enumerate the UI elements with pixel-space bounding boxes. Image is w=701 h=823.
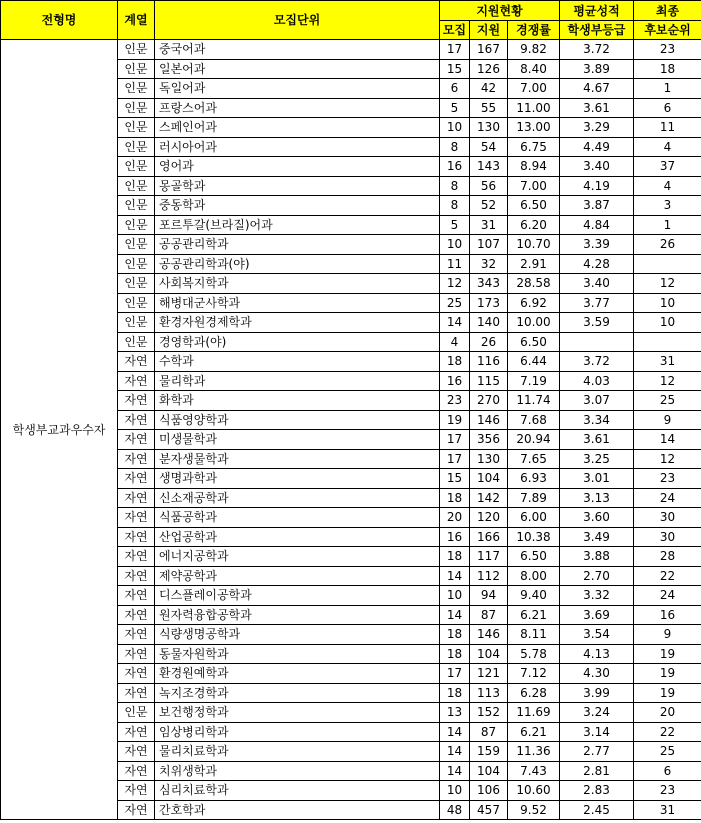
cell-field: 자연	[118, 664, 155, 684]
cell-quota: 14	[440, 722, 470, 742]
cell-applicants: 52	[470, 196, 508, 216]
cell-rank: 20	[634, 703, 701, 723]
cell-grade: 3.14	[560, 722, 634, 742]
cell-ratio: 10.70	[508, 235, 560, 255]
cell-quota: 18	[440, 625, 470, 645]
cell-grade: 3.61	[560, 430, 634, 450]
cell-ratio: 6.20	[508, 215, 560, 235]
cell-quota: 10	[440, 118, 470, 138]
cell-field: 인문	[118, 176, 155, 196]
cell-ratio: 9.82	[508, 40, 560, 60]
cell-unit: 녹지조경학과	[155, 683, 440, 703]
cell-rank: 30	[634, 508, 701, 528]
cell-rank: 1	[634, 215, 701, 235]
cell-field: 자연	[118, 644, 155, 664]
cell-ratio: 11.74	[508, 391, 560, 411]
cell-quota: 16	[440, 527, 470, 547]
cell-rank: 18	[634, 59, 701, 79]
cell-ratio: 6.75	[508, 137, 560, 157]
cell-rank: 31	[634, 352, 701, 372]
cell-grade: 3.54	[560, 625, 634, 645]
cell-applicants: 146	[470, 410, 508, 430]
cell-applicants: 130	[470, 118, 508, 138]
cell-unit: 물리치료학과	[155, 742, 440, 762]
cell-quota: 10	[440, 235, 470, 255]
table-body	[1, 40, 701, 820]
cell-ratio: 6.00	[508, 508, 560, 528]
cell-grade: 3.13	[560, 488, 634, 508]
cell-applicants: 356	[470, 430, 508, 450]
cell-applicants: 343	[470, 274, 508, 294]
cell-rank: 28	[634, 547, 701, 567]
cell-unit: 동물자원학과	[155, 644, 440, 664]
cell-unit: 사회복지학과	[155, 274, 440, 294]
cell-quota: 17	[440, 430, 470, 450]
header-rank-top: 최종	[634, 1, 701, 21]
cell-grade: 3.40	[560, 157, 634, 177]
cell-field: 자연	[118, 566, 155, 586]
cell-ratio: 8.11	[508, 625, 560, 645]
cell-admission-type: 학생부교과우수자	[1, 40, 118, 820]
cell-field: 자연	[118, 410, 155, 430]
cell-quota: 17	[440, 449, 470, 469]
cell-applicants: 87	[470, 605, 508, 625]
cell-quota: 13	[440, 703, 470, 723]
header-quota: 모집	[440, 21, 470, 40]
cell-field: 인문	[118, 157, 155, 177]
cell-quota: 6	[440, 79, 470, 99]
cell-grade: 3.24	[560, 703, 634, 723]
cell-rank: 12	[634, 274, 701, 294]
cell-unit: 물리학과	[155, 371, 440, 391]
cell-grade: 4.84	[560, 215, 634, 235]
cell-field: 인문	[118, 137, 155, 157]
cell-quota: 14	[440, 742, 470, 762]
cell-unit: 원자력융합공학과	[155, 605, 440, 625]
cell-unit: 프랑스어과	[155, 98, 440, 118]
cell-unit: 몽골학과	[155, 176, 440, 196]
cell-applicants: 26	[470, 332, 508, 352]
cell-grade: 3.49	[560, 527, 634, 547]
cell-rank	[634, 332, 701, 352]
cell-rank: 19	[634, 664, 701, 684]
cell-applicants: 142	[470, 488, 508, 508]
cell-ratio: 10.00	[508, 313, 560, 333]
cell-applicants: 31	[470, 215, 508, 235]
cell-field: 자연	[118, 761, 155, 781]
cell-unit: 화학과	[155, 391, 440, 411]
cell-ratio: 7.89	[508, 488, 560, 508]
cell-quota: 10	[440, 781, 470, 801]
cell-grade: 3.72	[560, 40, 634, 60]
cell-rank: 12	[634, 371, 701, 391]
cell-unit: 환경원예학과	[155, 664, 440, 684]
cell-quota: 14	[440, 313, 470, 333]
cell-ratio: 7.65	[508, 449, 560, 469]
cell-unit: 제약공학과	[155, 566, 440, 586]
cell-applicants: 143	[470, 157, 508, 177]
cell-applicants: 112	[470, 566, 508, 586]
cell-grade: 3.25	[560, 449, 634, 469]
cell-rank: 11	[634, 118, 701, 138]
cell-applicants: 107	[470, 235, 508, 255]
cell-unit: 보건행정학과	[155, 703, 440, 723]
cell-unit: 경영학과(야)	[155, 332, 440, 352]
cell-field: 자연	[118, 625, 155, 645]
cell-quota: 18	[440, 683, 470, 703]
cell-grade: 4.30	[560, 664, 634, 684]
cell-ratio: 7.68	[508, 410, 560, 430]
cell-quota: 20	[440, 508, 470, 528]
cell-unit: 디스플레이공학과	[155, 586, 440, 606]
cell-applicants: 173	[470, 293, 508, 313]
cell-rank: 25	[634, 742, 701, 762]
cell-rank: 23	[634, 40, 701, 60]
header-grade-top: 평균성적	[560, 1, 634, 21]
cell-grade: 4.49	[560, 137, 634, 157]
cell-ratio: 7.19	[508, 371, 560, 391]
cell-ratio: 8.00	[508, 566, 560, 586]
cell-grade: 3.60	[560, 508, 634, 528]
cell-applicants: 55	[470, 98, 508, 118]
cell-unit: 스페인어과	[155, 118, 440, 138]
cell-unit: 간호학과	[155, 800, 440, 820]
cell-rank: 22	[634, 722, 701, 742]
cell-ratio: 6.50	[508, 196, 560, 216]
cell-applicants: 166	[470, 527, 508, 547]
cell-ratio: 8.94	[508, 157, 560, 177]
cell-applicants: 87	[470, 722, 508, 742]
cell-field: 자연	[118, 742, 155, 762]
cell-grade: 3.88	[560, 547, 634, 567]
cell-field: 인문	[118, 703, 155, 723]
cell-rank: 37	[634, 157, 701, 177]
cell-field: 인문	[118, 59, 155, 79]
table-row	[1, 40, 701, 60]
cell-grade: 3.87	[560, 196, 634, 216]
cell-quota: 5	[440, 215, 470, 235]
cell-quota: 15	[440, 469, 470, 489]
cell-unit: 공공관리학과(야)	[155, 254, 440, 274]
cell-field: 자연	[118, 508, 155, 528]
cell-applicants: 104	[470, 644, 508, 664]
cell-quota: 18	[440, 352, 470, 372]
cell-field: 자연	[118, 800, 155, 820]
cell-grade: 2.83	[560, 781, 634, 801]
cell-quota: 16	[440, 157, 470, 177]
cell-applicants: 270	[470, 391, 508, 411]
cell-ratio: 7.00	[508, 79, 560, 99]
cell-quota: 18	[440, 547, 470, 567]
cell-applicants: 121	[470, 664, 508, 684]
cell-grade: 3.77	[560, 293, 634, 313]
cell-unit: 중국어과	[155, 40, 440, 60]
cell-grade: 3.69	[560, 605, 634, 625]
cell-field: 자연	[118, 605, 155, 625]
cell-unit: 공공관리학과	[155, 235, 440, 255]
cell-applicants: 146	[470, 625, 508, 645]
cell-rank: 10	[634, 313, 701, 333]
cell-applicants: 42	[470, 79, 508, 99]
table-header	[1, 1, 701, 40]
cell-rank: 12	[634, 449, 701, 469]
cell-ratio: 6.21	[508, 605, 560, 625]
cell-field: 인문	[118, 274, 155, 294]
cell-ratio: 11.36	[508, 742, 560, 762]
cell-unit: 임상병리학과	[155, 722, 440, 742]
cell-quota: 10	[440, 586, 470, 606]
cell-field: 인문	[118, 118, 155, 138]
cell-unit: 산업공학과	[155, 527, 440, 547]
cell-grade: 2.81	[560, 761, 634, 781]
cell-grade: 4.28	[560, 254, 634, 274]
cell-grade: 2.70	[560, 566, 634, 586]
cell-quota: 14	[440, 605, 470, 625]
cell-grade: 4.67	[560, 79, 634, 99]
cell-rank: 24	[634, 488, 701, 508]
cell-ratio: 10.38	[508, 527, 560, 547]
cell-applicants: 117	[470, 547, 508, 567]
cell-ratio: 7.43	[508, 761, 560, 781]
cell-unit: 분자생물학과	[155, 449, 440, 469]
cell-field: 자연	[118, 527, 155, 547]
cell-unit: 에너지공학과	[155, 547, 440, 567]
cell-rank: 19	[634, 683, 701, 703]
cell-rank: 14	[634, 430, 701, 450]
cell-rank: 22	[634, 566, 701, 586]
cell-field: 자연	[118, 449, 155, 469]
cell-rank: 23	[634, 781, 701, 801]
cell-applicants: 54	[470, 137, 508, 157]
cell-field: 자연	[118, 391, 155, 411]
cell-applicants: 120	[470, 508, 508, 528]
cell-field: 자연	[118, 352, 155, 372]
cell-field: 인문	[118, 98, 155, 118]
cell-grade: 3.32	[560, 586, 634, 606]
header-grade-bottom: 학생부등급	[560, 21, 634, 40]
cell-applicants: 104	[470, 761, 508, 781]
cell-unit: 심리치료학과	[155, 781, 440, 801]
cell-ratio: 8.40	[508, 59, 560, 79]
cell-rank: 16	[634, 605, 701, 625]
header-application-status: 지원현황	[440, 1, 560, 21]
cell-unit: 중동학과	[155, 196, 440, 216]
cell-rank: 6	[634, 761, 701, 781]
cell-field: 인문	[118, 332, 155, 352]
cell-ratio: 9.40	[508, 586, 560, 606]
cell-field: 자연	[118, 683, 155, 703]
cell-rank	[634, 254, 701, 274]
cell-quota: 25	[440, 293, 470, 313]
cell-grade: 3.59	[560, 313, 634, 333]
cell-quota: 5	[440, 98, 470, 118]
cell-grade: 3.89	[560, 59, 634, 79]
cell-quota: 8	[440, 137, 470, 157]
header-applicants: 지원	[470, 21, 508, 40]
cell-applicants: 116	[470, 352, 508, 372]
cell-applicants: 115	[470, 371, 508, 391]
cell-field: 자연	[118, 430, 155, 450]
cell-ratio: 7.00	[508, 176, 560, 196]
cell-rank: 10	[634, 293, 701, 313]
cell-ratio: 6.50	[508, 547, 560, 567]
cell-unit: 독일어과	[155, 79, 440, 99]
cell-quota: 8	[440, 196, 470, 216]
cell-ratio: 20.94	[508, 430, 560, 450]
cell-grade: 2.77	[560, 742, 634, 762]
cell-rank: 1	[634, 79, 701, 99]
cell-field: 자연	[118, 781, 155, 801]
cell-field: 인문	[118, 79, 155, 99]
cell-quota: 11	[440, 254, 470, 274]
cell-rank: 31	[634, 800, 701, 820]
cell-ratio: 6.28	[508, 683, 560, 703]
cell-applicants: 104	[470, 469, 508, 489]
cell-ratio: 6.21	[508, 722, 560, 742]
cell-applicants: 106	[470, 781, 508, 801]
cell-unit: 러시아어과	[155, 137, 440, 157]
cell-unit: 미생물학과	[155, 430, 440, 450]
cell-unit: 영어과	[155, 157, 440, 177]
cell-quota: 16	[440, 371, 470, 391]
cell-ratio: 6.93	[508, 469, 560, 489]
cell-grade: 2.45	[560, 800, 634, 820]
cell-ratio: 6.50	[508, 332, 560, 352]
header-rank-bottom: 후보순위	[634, 21, 701, 40]
cell-unit: 치위생학과	[155, 761, 440, 781]
cell-applicants: 32	[470, 254, 508, 274]
cell-field: 자연	[118, 469, 155, 489]
cell-rank: 23	[634, 469, 701, 489]
cell-quota: 4	[440, 332, 470, 352]
cell-grade: 3.61	[560, 98, 634, 118]
cell-grade: 3.29	[560, 118, 634, 138]
cell-field: 인문	[118, 235, 155, 255]
cell-unit: 환경자원경제학과	[155, 313, 440, 333]
cell-rank: 9	[634, 625, 701, 645]
cell-rank: 4	[634, 137, 701, 157]
cell-grade	[560, 332, 634, 352]
cell-applicants: 113	[470, 683, 508, 703]
cell-applicants: 152	[470, 703, 508, 723]
cell-ratio: 11.69	[508, 703, 560, 723]
cell-unit: 포르투갈(브라질)어과	[155, 215, 440, 235]
cell-quota: 48	[440, 800, 470, 820]
header-ratio: 경쟁률	[508, 21, 560, 40]
cell-applicants: 56	[470, 176, 508, 196]
cell-grade: 3.40	[560, 274, 634, 294]
cell-applicants: 94	[470, 586, 508, 606]
cell-field: 자연	[118, 371, 155, 391]
cell-unit: 생명과학과	[155, 469, 440, 489]
cell-rank: 30	[634, 527, 701, 547]
cell-applicants: 130	[470, 449, 508, 469]
cell-rank: 9	[634, 410, 701, 430]
cell-quota: 19	[440, 410, 470, 430]
cell-grade: 3.01	[560, 469, 634, 489]
cell-ratio: 13.00	[508, 118, 560, 138]
cell-ratio: 7.12	[508, 664, 560, 684]
cell-ratio: 9.52	[508, 800, 560, 820]
cell-ratio: 6.92	[508, 293, 560, 313]
cell-grade: 3.72	[560, 352, 634, 372]
cell-field: 인문	[118, 313, 155, 333]
cell-unit: 신소재공학과	[155, 488, 440, 508]
cell-rank: 4	[634, 176, 701, 196]
cell-applicants: 167	[470, 40, 508, 60]
cell-field: 인문	[118, 40, 155, 60]
cell-quota: 8	[440, 176, 470, 196]
cell-field: 인문	[118, 293, 155, 313]
cell-quota: 15	[440, 59, 470, 79]
cell-grade: 4.03	[560, 371, 634, 391]
cell-unit: 일본어과	[155, 59, 440, 79]
cell-grade: 3.99	[560, 683, 634, 703]
cell-applicants: 140	[470, 313, 508, 333]
cell-quota: 14	[440, 566, 470, 586]
cell-quota: 18	[440, 488, 470, 508]
cell-quota: 17	[440, 664, 470, 684]
cell-grade: 3.39	[560, 235, 634, 255]
cell-field: 자연	[118, 488, 155, 508]
cell-unit: 식품공학과	[155, 508, 440, 528]
cell-rank: 25	[634, 391, 701, 411]
header-unit: 모집단위	[155, 1, 440, 40]
cell-field: 자연	[118, 547, 155, 567]
cell-grade: 4.13	[560, 644, 634, 664]
header-field: 계열	[118, 1, 155, 40]
cell-unit: 식량생명공학과	[155, 625, 440, 645]
cell-quota: 14	[440, 761, 470, 781]
cell-quota: 23	[440, 391, 470, 411]
cell-quota: 12	[440, 274, 470, 294]
cell-grade: 3.07	[560, 391, 634, 411]
cell-rank: 24	[634, 586, 701, 606]
cell-grade: 4.19	[560, 176, 634, 196]
cell-quota: 18	[440, 644, 470, 664]
cell-field: 인문	[118, 254, 155, 274]
cell-rank: 6	[634, 98, 701, 118]
cell-ratio: 5.78	[508, 644, 560, 664]
cell-applicants: 159	[470, 742, 508, 762]
cell-ratio: 28.58	[508, 274, 560, 294]
cell-unit: 수학과	[155, 352, 440, 372]
cell-ratio: 2.91	[508, 254, 560, 274]
cell-field: 인문	[118, 196, 155, 216]
cell-rank: 26	[634, 235, 701, 255]
cell-quota: 17	[440, 40, 470, 60]
cell-unit: 해병대군사학과	[155, 293, 440, 313]
cell-ratio: 10.60	[508, 781, 560, 801]
cell-field: 자연	[118, 722, 155, 742]
cell-ratio: 6.44	[508, 352, 560, 372]
cell-field: 자연	[118, 586, 155, 606]
header-admission-type: 전형명	[1, 1, 118, 40]
cell-applicants: 457	[470, 800, 508, 820]
cell-rank: 3	[634, 196, 701, 216]
cell-grade: 3.34	[560, 410, 634, 430]
cell-field: 인문	[118, 215, 155, 235]
cell-unit: 식품영양학과	[155, 410, 440, 430]
cell-rank: 19	[634, 644, 701, 664]
cell-ratio: 11.00	[508, 98, 560, 118]
cell-applicants: 126	[470, 59, 508, 79]
